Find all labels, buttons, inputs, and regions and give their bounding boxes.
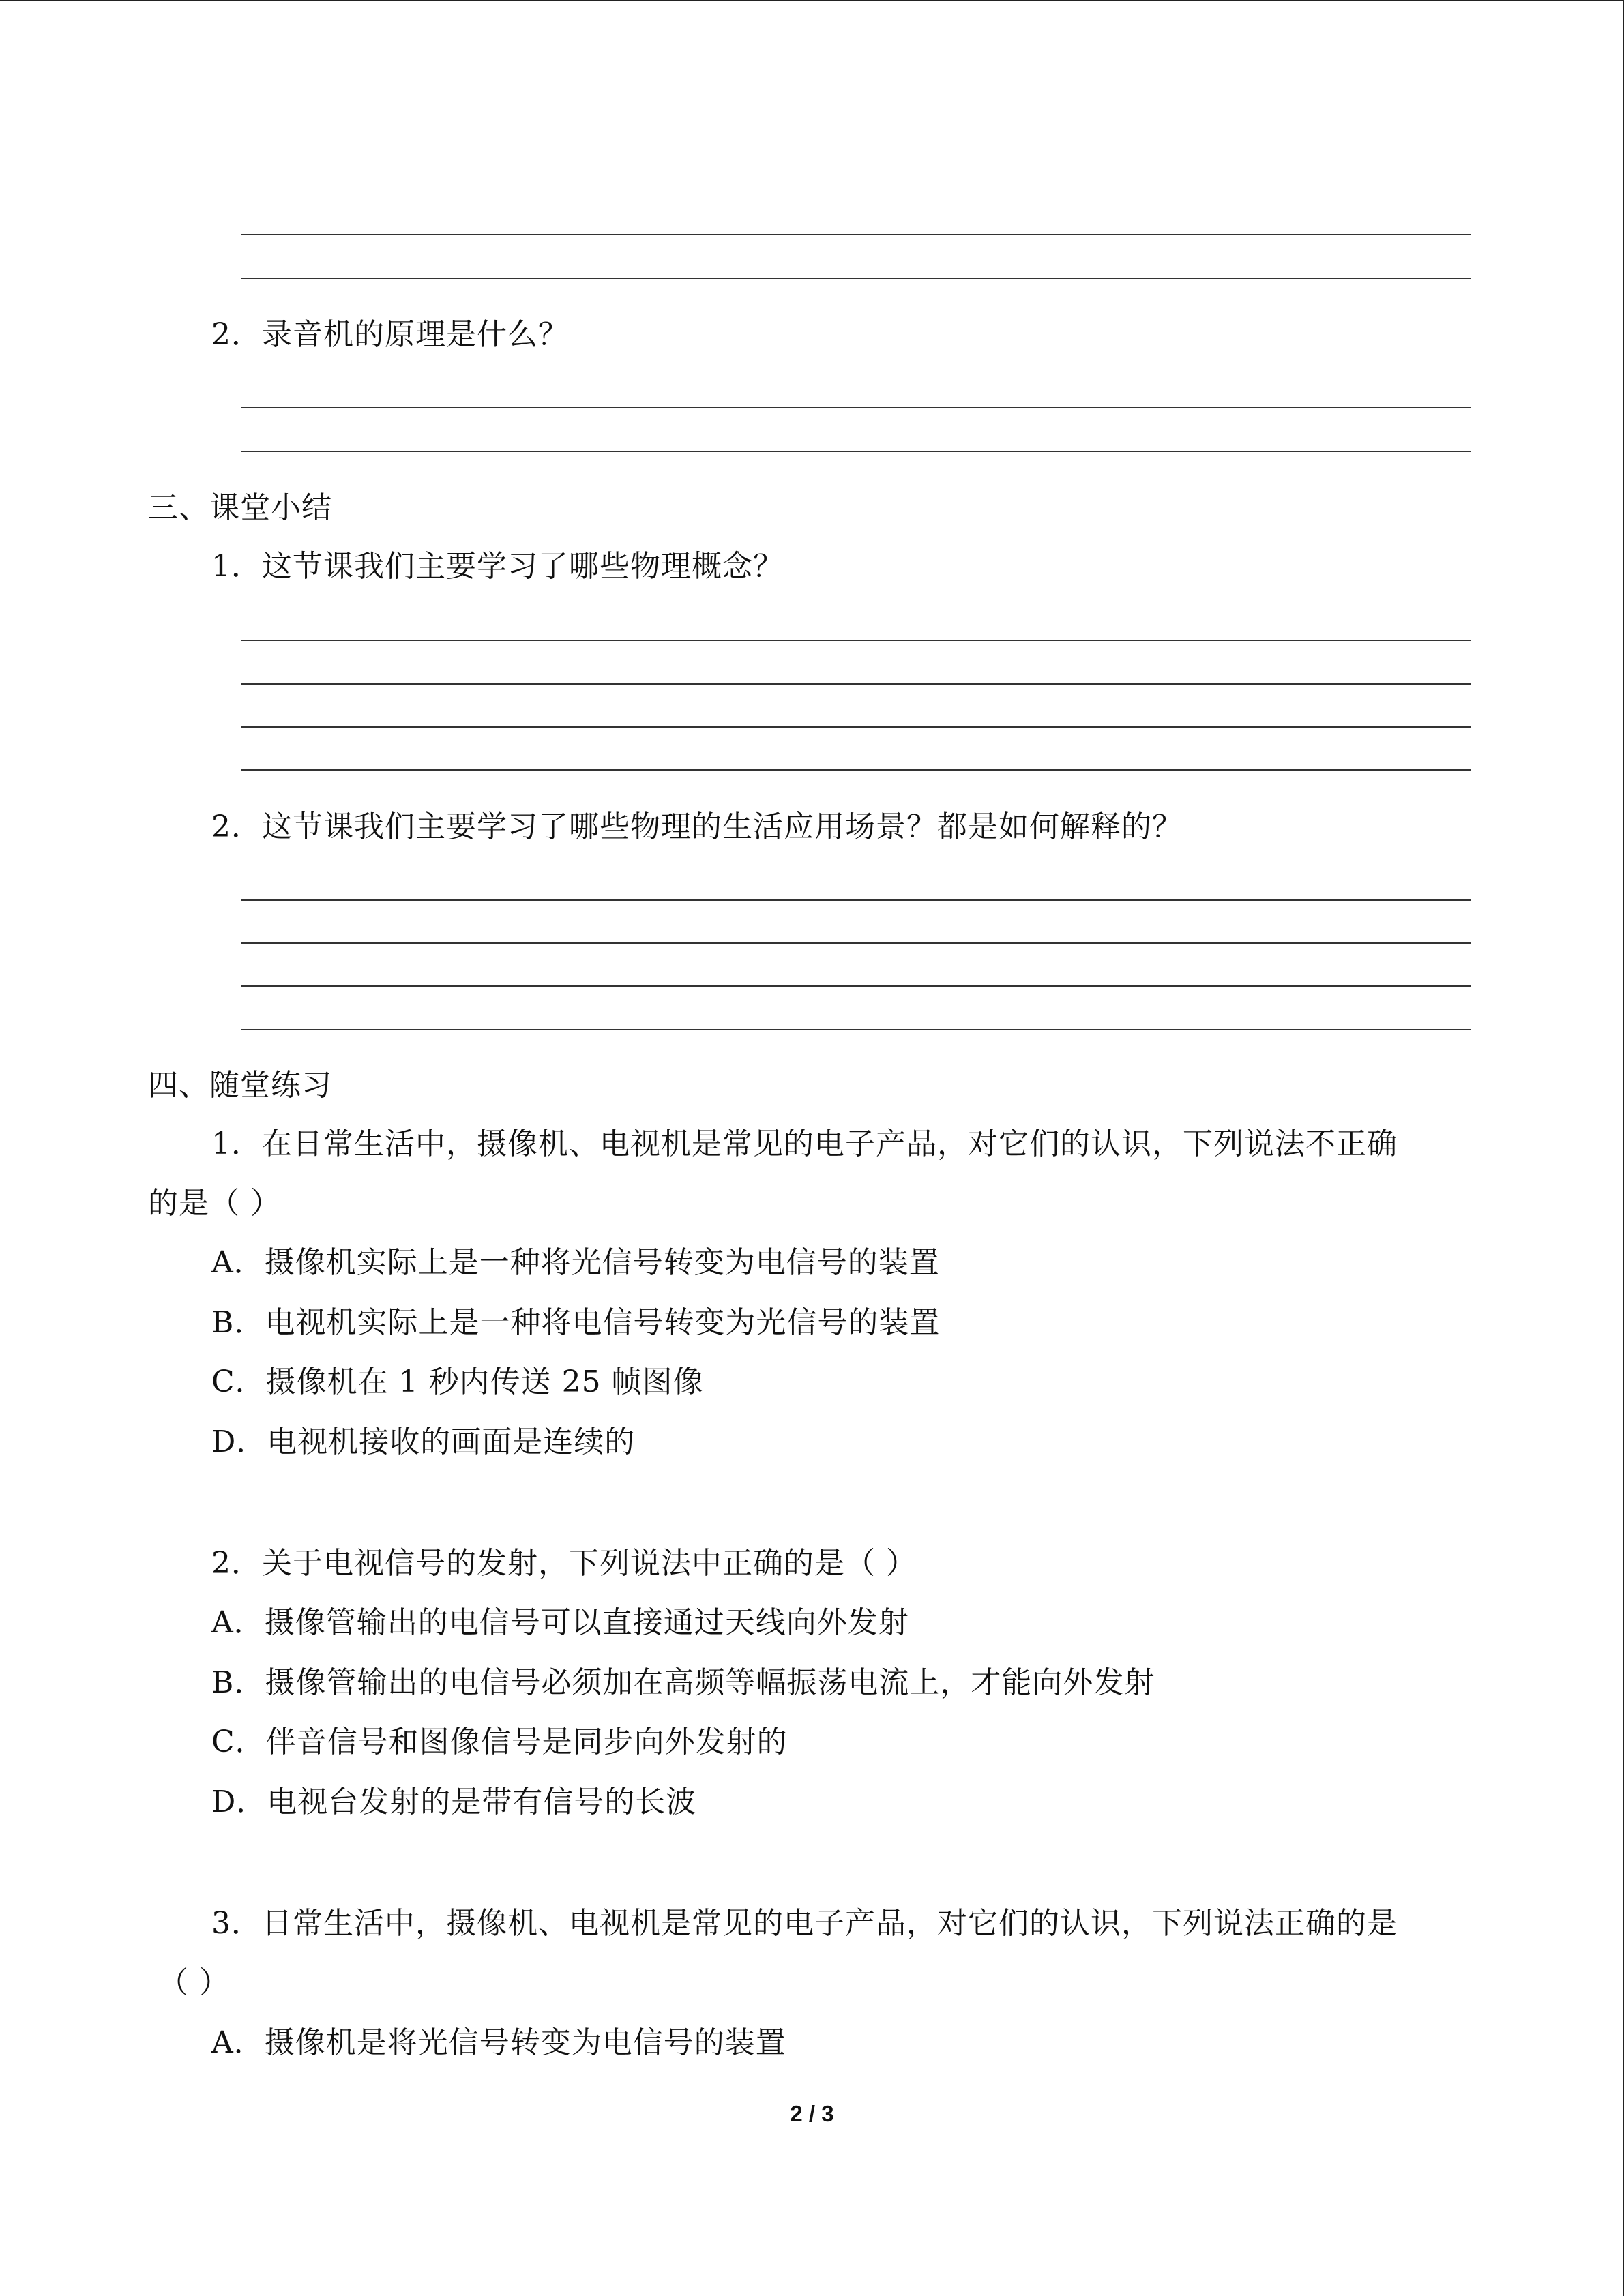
answer-line[interactable] (241, 726, 1471, 728)
answer-line[interactable] (241, 451, 1471, 452)
answer-line[interactable] (241, 234, 1471, 235)
section-heading: 四、随堂练习 (148, 1068, 332, 1103)
answer-line[interactable] (241, 1029, 1471, 1030)
option-b[interactable]: B．电视机实际上是一种将电信号转变为光信号的装置 (211, 1305, 941, 1340)
answer-line[interactable] (241, 769, 1471, 771)
option-c[interactable]: C．伴音信号和图像信号是同步向外发射的 (211, 1725, 788, 1759)
option-a[interactable]: A．摄像机是将光信号转变为电信号的装置 (211, 2025, 786, 2060)
answer-line[interactable] (241, 985, 1471, 987)
answer-line[interactable] (241, 278, 1471, 279)
question-text: 1．这节课我们主要学习了哪些物理概念？ (211, 549, 784, 584)
option-d[interactable]: D．电视台发射的是带有信号的长波 (211, 1785, 697, 1819)
option-c[interactable]: C．摄像机在 1 秒内传送 25 帧图像 (211, 1365, 704, 1399)
answer-line[interactable] (241, 407, 1471, 408)
option-a[interactable]: A．摄像机实际上是一种将光信号转变为电信号的装置 (211, 1245, 940, 1280)
section-heading: 三、课堂小结 (148, 490, 332, 525)
answer-line[interactable] (241, 640, 1471, 641)
page-number: 2 / 3 (790, 2101, 834, 2126)
question-text: 2．录音机的原理是什么？ (211, 317, 569, 352)
question-text: 2．这节课我们主要学习了哪些物理的生活应用场景？都是如何解释的？ (211, 809, 1183, 844)
answer-line[interactable] (241, 683, 1471, 685)
question-stem: 3．日常生活中，摄像机、电视机是常见的电子产品，对它们的认识，下列说法正确的是 (211, 1906, 1398, 1941)
question-stem: 2．关于电视信号的发射，下列说法中正确的是（ ） (211, 1546, 917, 1581)
answer-line[interactable] (241, 942, 1471, 944)
question-stem: （ ） (158, 1965, 230, 2000)
question-stem: 1．在日常生活中，摄像机、电视机是常见的电子产品，对它们的认识，下列说法不正确 (211, 1127, 1398, 1161)
option-d[interactable]: D．电视机接收的画面是连续的 (211, 1425, 636, 1459)
question-stem: 的是（ ） (148, 1186, 281, 1221)
option-b[interactable]: B．摄像管输出的电信号必须加在高频等幅振荡电流上，才能向外发射 (211, 1665, 1155, 1700)
answer-line[interactable] (241, 899, 1471, 901)
option-a[interactable]: A．摄像管输出的电信号可以直接通过天线向外发射 (211, 1605, 909, 1640)
